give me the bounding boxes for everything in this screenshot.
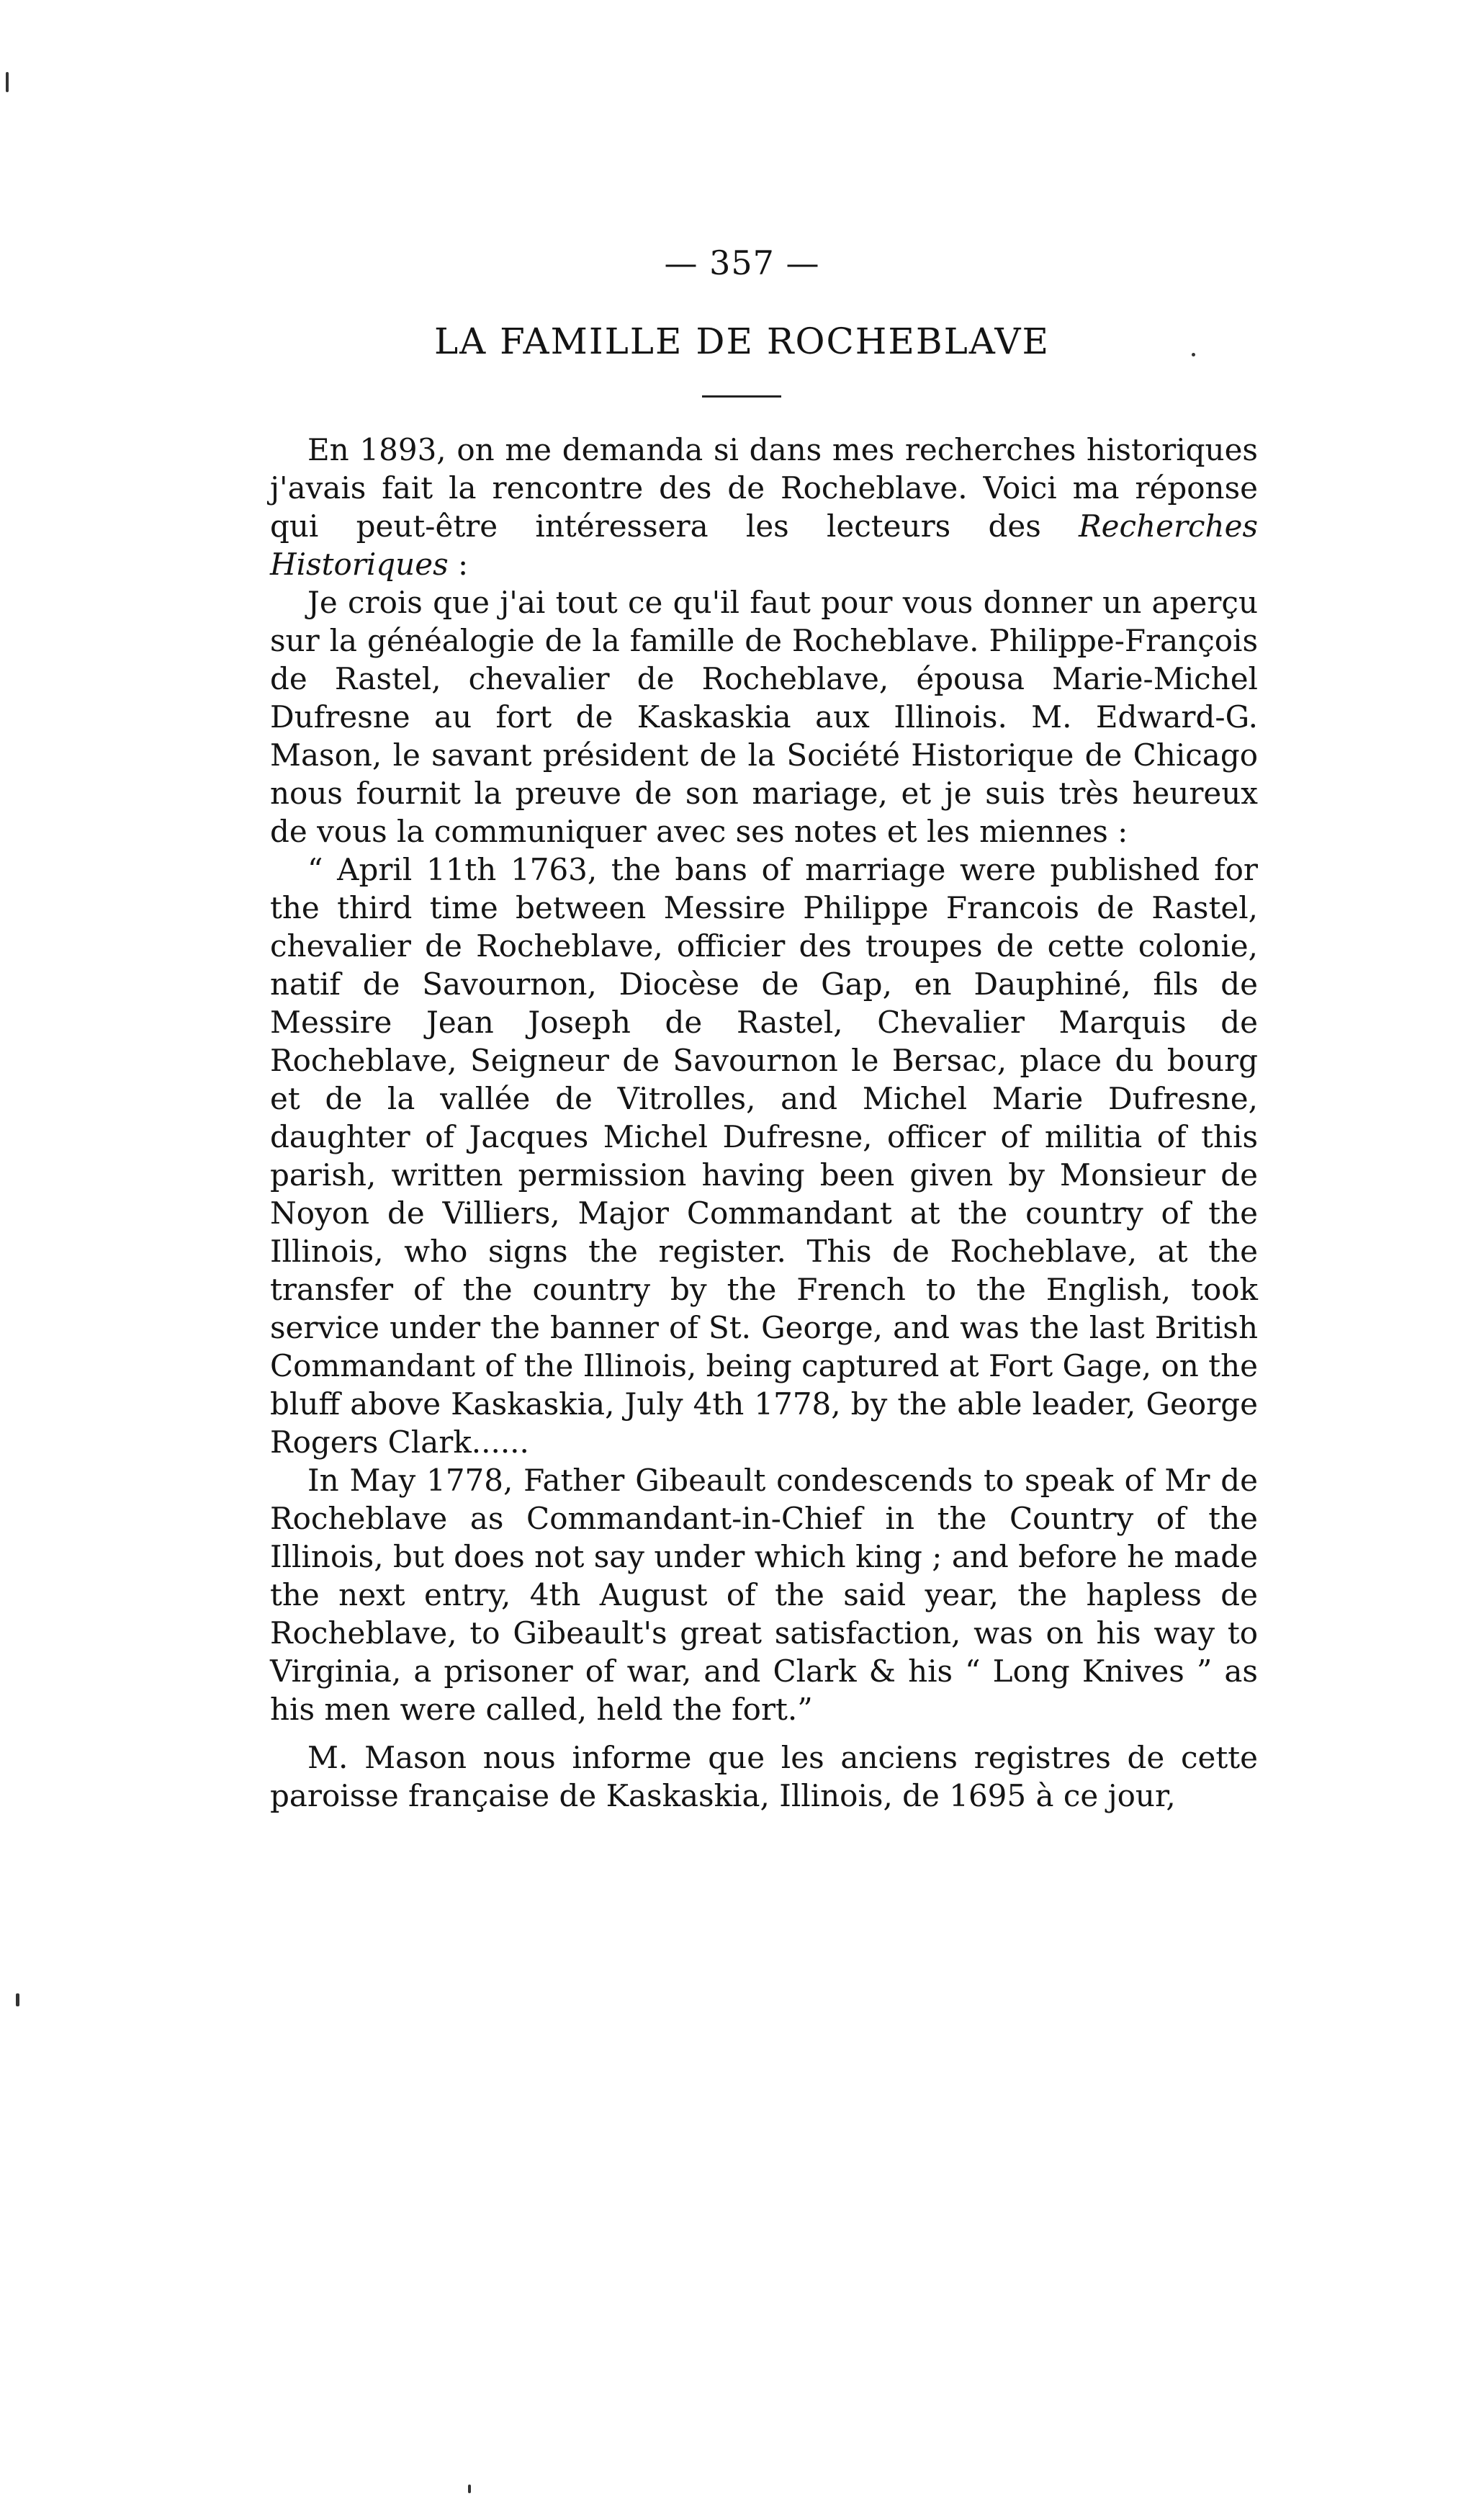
article-title: LA FAMILLE DE ROCHEBLAVE — [433, 320, 1051, 362]
paragraph-registers: M. Mason nous informe que les anciens registres de cette paroisse française de Kaskaskia, Illinois, de 1695 à ce jour, — [270, 1740, 1258, 1813]
paragraph-marriage-record: “ April 11th 1763, the bans of marriage were published for the third time between Messire Philippe Francois de Rastel, chevalier de Rocheblave, officier des troupes de cette colonie, natif de Savournon, Diocèse de Gap, en Dauphiné, fils de Messire Jean Joseph de Rastel, Chevalier Marquis de Rocheblave, Seigneur de Savournon le Bersac, place du bourg et de la vallée de Vitrolles, and Michel Marie Dufresne, daughter of Jacques Michel Dufresne, officer of militia of this parish, written permission having been given by Monsieur de Noyon de Villiers, Major Commandant at the country of the Illinois, who signs the register. This de Rocheblave, at the transfer of the country by the French to the English, took service under the banner of St. George, and was the last British Commandant of the Illinois, being captured at Fort Gage, on the bluff above Kaskaskia, July 4th 1778, by the able leader, George Rogers Clark...... — [270, 852, 1258, 1460]
paragraph-intro — [270, 431, 1258, 583]
page-number: — 357 — — [664, 243, 820, 282]
paragraph-intro-text: En 1893, on me demanda si dans mes recherches historiques j'avais fait la rencontre des de Rocheblave. Voici ma réponse qui peut-être intéressera les lecteurs des — [270, 432, 1258, 544]
paragraph-gibeault: In May 1778, Father Gibeault condescends to speak of Mr de Rocheblave as Commandant-in-Chief in the Country of the Illinois, but does not say under which king ; and before he made the next entry, 4th August of the said year, the hapless de Rocheblave, to Gibeault's great satisfaction, was on his way to Virginia, a prisoner of war, and Clark & his “ Long Knives ” as his men were called, held the fort.” — [270, 1463, 1258, 1727]
paragraph-genealogy: Je crois que j'ai tout ce qu'il faut pour vous donner un aperçu sur la généalogie de la famille de Rocheblave. Philippe-François de Rastel, chevalier de Rocheblave, épousa Marie-Michel Dufresne au fort de Kaskaskia aux Illinois. M. Edward-G. Mason, le savant président de la Société Historique de Chicago nous fournit la preuve de son mariage, et je suis très heureux de vous la communiquer avec ses notes et les miennes : — [270, 585, 1258, 849]
title-divider — [702, 395, 781, 398]
scan-artifact — [468, 2485, 471, 2493]
article-body — [270, 431, 1258, 1825]
paragraph-intro-end: : — [448, 547, 469, 582]
journal-title: Recherches Historiques — [270, 508, 1258, 582]
scan-artifact — [6, 72, 9, 92]
scan-artifact — [1192, 353, 1195, 356]
scan-artifact — [16, 1993, 19, 2006]
